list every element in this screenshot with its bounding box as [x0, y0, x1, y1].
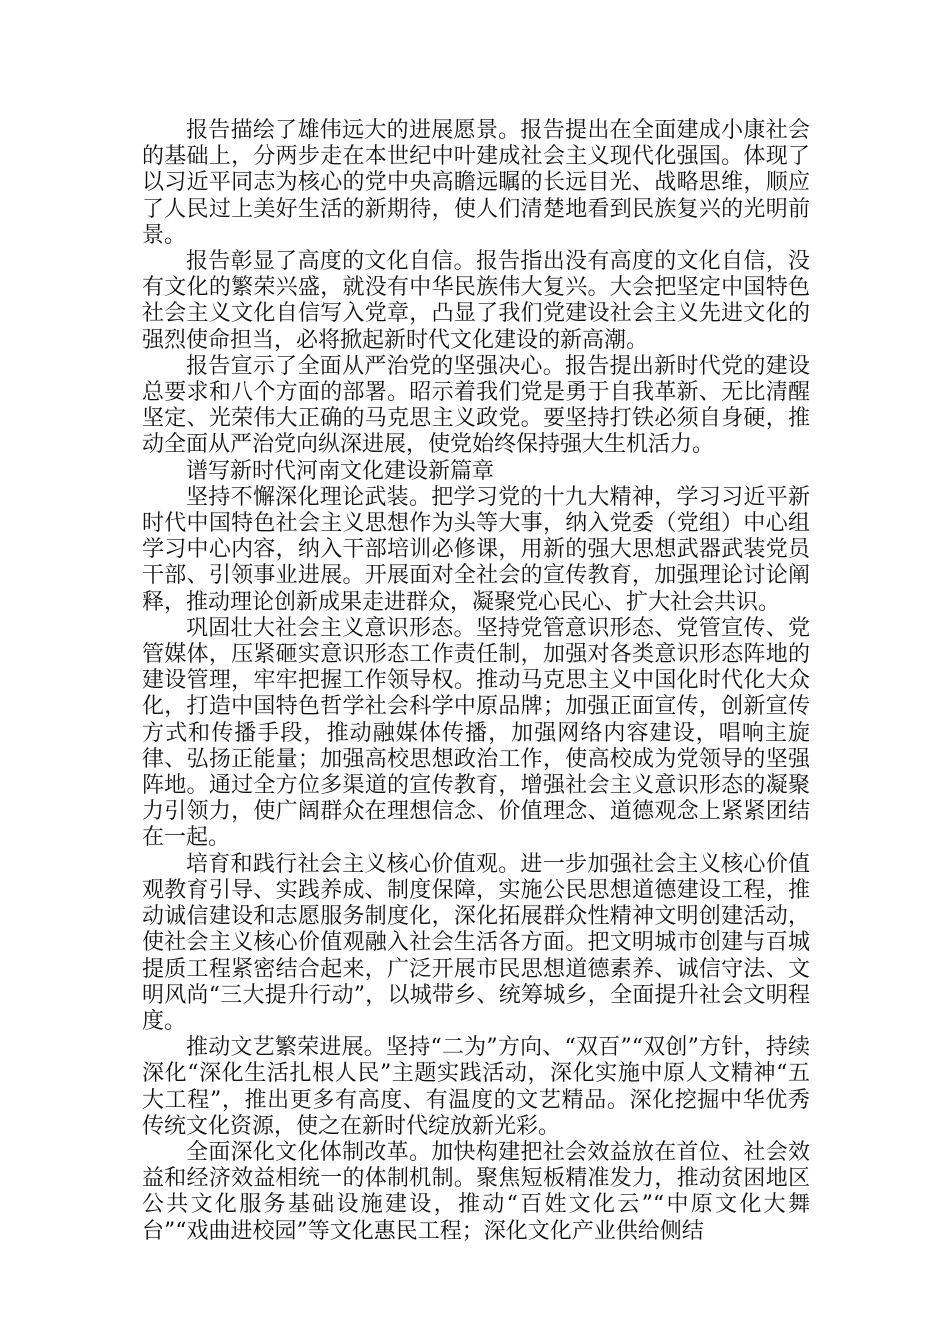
- paragraph-reform: 全面深化文化体制改革。加快构建把社会效益放在首位、社会效益和经济效益相统一的体制机制。聚焦短板精准发力，推动贫困地区公共文化服务基础设施建设，推动“百姓文化云”“中原文化大舞台”“戏曲进校园”等文化惠民工程；深化文化产业供给侧结: [142, 1139, 810, 1244]
- paragraph-vision: 报告描绘了雄伟远大的进展愿景。报告提出在全面建成小康社会的基础上，分两步走在本世纪中叶建成社会主义现代化强国。体现了以习近平同志为核心的党中央高瞻远瞩的长远目光、战略思维，顺应了人民过上美好生活的新期待，使人们清楚地看到民族复兴的光明前景。: [142, 118, 810, 248]
- paragraph-core-values: 培育和践行社会主义核心价值观。进一步加强社会主义核心价值观教育引导、实践养成、制度保障，实施公民思想道德建设工程，推动诚信建设和志愿服务制度化，深化拓展群众性精神文明创建活动，使社会主义核心价值观融入社会生活各方面。把文明城市创建与百城提质工程紧密结合起来，广泛开展市民思想道德素养、诚信守法、文明风尚“三大提升行动”，以城带乡、统筹城乡，全面提升社会文明程度。: [142, 851, 810, 1034]
- paragraph-ideology: 巩固壮大社会主义意识形态。坚持党管意识形态、党管宣传、党管媒体，压紧砸实意识形态工作责任制，加强对各类意识形态阵地的建设管理，牢牢把握工作领导权。推动马克思主义中国化时代化大众化，打造中国特色哲学社会科学中原品牌；加强正面宣传，创新宣传方式和传播手段，推动融媒体传播，加强网络内容建设，唱响主旋律、弘扬正能量；加强高校思想政治工作，使高校成为党领导的坚强阵地。通过全方位多渠道的宣传教育，增强社会主义意识形态的凝聚力引领力，使广阔群众在理想信念、价值理念、道德观念上紧紧团结在一起。: [142, 615, 810, 851]
- paragraph-theory: 坚持不懈深化理论武装。把学习党的十九大精神，学习习近平新时代中国特色社会主义思想作为头等大事，纳入党委（党组）中心组学习中心内容，纳入干部培训必修课，用新的强大思想武器武装党员干部、引领事业进展。开展面对全社会的宣传教育，加强理论讨论阐释，推动理论创新成果走进群众，凝聚党心民心、扩大社会共识。: [142, 484, 810, 615]
- paragraph-arts: 推动文艺繁荣进展。坚持“二为”方向、“双百”“双创”方针，持续深化“深化生活扎根人民”主题实践活动，深化实施中原人文精神“五大工程”，推出更多有高度、有温度的文艺精品。深化挖掘中华优秀传统文化资源，使之在新时代绽放新光彩。: [142, 1035, 810, 1139]
- section-heading: 谱写新时代河南文化建设新篇章: [186, 458, 495, 484]
- paragraph-cultural-confidence: 报告彰显了高度的文化自信。报告指出没有高度的文化自信，没有文化的繁荣兴盛，就没有中华民族伟大复兴。大会把坚定中国特色社会主义文化自信写入党章，凸显了我们党建设社会主义先进文化的强烈使命担当，必将掀起新时代文化建设的新高潮。: [142, 249, 810, 353]
- document-body: [142, 118, 810, 1245]
- paragraph-party-discipline: 报告宣示了全面从严治党的坚强决心。报告提出新时代党的建设总要求和八个方面的部署。昭示着我们党是勇于自我革新、无比清醒坚定、光荣伟大正确的马克思主义政党。要坚持打铁必须自身硬，推动全面从严治党向纵深进展，使党始终保持强大生机活力。: [142, 353, 810, 458]
